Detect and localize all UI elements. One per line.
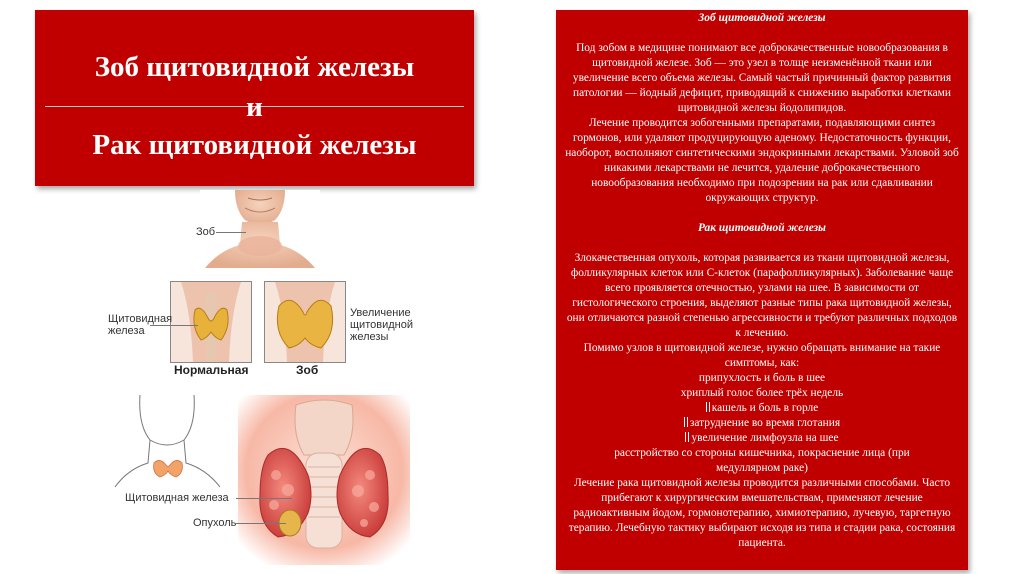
symptom-item-row [556,401,968,416]
goiter-neck-illustration [200,190,320,268]
tumor-label: Опухоль [193,517,237,529]
symptom-item: кашель и боль в горле [711,402,819,414]
symptom-item: увеличение лимфоузла на шее [691,432,839,444]
symptom-item: припухлость и боль в шее [698,372,826,384]
heading-goiter: Зоб щитовидной железы [698,12,826,24]
title-line-2: и [246,91,263,123]
goiter-thyroid-illustration [265,282,345,362]
goiter-label: Зоб [196,226,216,238]
thyroid-label-line1: Щитовидная [108,313,173,325]
text-panel [556,10,968,570]
title-box [35,10,474,186]
paragraph-goiter-treatment: Лечение проводится зобогенными препаратами, подавляющими синтез гормонов, или удаляют продуцирующую аденому. Недостаточность функции, наоборот, восполняют синтетическими эндокринными лекарствами. Узловой зоб никакими лекарствами не лечится, удаление доброкачественного новообразования необходимо при подозрении на рак или сдавливании окружающих структур. [565,117,959,204]
spacer [556,236,968,251]
symptom-item: расстройство со стороны кишечника, покраснение лица (при медуллярном раке) [614,447,910,474]
symptom-item: хриплый голос более трёх недель [680,387,844,399]
normal-thyroid-illustration [171,282,251,362]
thyroid-label-line2: железа [108,325,145,337]
heading-cancer: Рак щитовидной железы [698,222,826,234]
enlargement-label: Увеличение щитовидной железы [350,307,413,343]
goiter-caption: Зоб [296,363,319,377]
paragraph-cancer-definition: Злокачественная опухоль, которая развивается из ткани щитовидной железы, фолликулярных клеток или С-клеток (парафолликулярных). Заболевание чаще всего проявляется отечностью, узлами на шее. В зависимости от гистологического строения, выделяют разные типы рака щитовидной железы, они отличаются разной степенью агрессивности и требуют различных подходов к лечению. [566,252,958,339]
paragraph-symptoms-intro: Помимо узлов в щитовидной железе, нужно обращать внимание на такие симптомы, как: [583,342,941,369]
title-line-3: Рак щитовидной железы [92,129,417,161]
thyroid-tumor-illustration [238,395,410,565]
goiter-leader-line [216,232,246,233]
spacer [556,26,968,41]
spacer [556,206,968,221]
bullet-glyph [706,402,710,412]
thyroid-gland-label: Щитовидная железа [125,492,229,504]
symptom-item-row [556,431,968,446]
paragraph-cancer-treatment: Лечение рака щитовидной железы проводится различными способами. Часто прибегают к хирургическим вмешательствам, применяют лечение радиоактивным йодом, гормонотерапию, химиотерапию, лучевую, таргетную терапию. Лечебную тактику выбирают исходя из типа и стадии рака, состояния пациента. [568,477,956,549]
paragraph-goiter-definition: Под зобом в медицине понимают все доброкачественные новообразования в щитовидной железе. Зоб — это узел в толще неизменённой ткани или увеличение всего объема железы. Самый частый причинный фактор развития патологии — йодный дефицит, приводящий к снижению выработки клетками щитовидной железы йодолипидов. [572,42,952,114]
symptom-item: затруднение во время глотания [689,417,841,429]
title-line-1: Зоб щитовидной железы [94,51,415,83]
normal-thyroid-frame [170,281,252,363]
normal-caption: Нормальная [174,363,249,377]
goiter-thyroid-frame [264,281,346,363]
thyroid-gland-leader-line [236,498,292,499]
neck-outline-illustration [110,395,225,495]
bullet-glyph [684,417,688,427]
thyroid-leader-line [150,325,198,326]
tumor-leader-line [236,523,286,524]
bullet-glyph [685,432,689,442]
symptom-item-row [556,416,968,431]
